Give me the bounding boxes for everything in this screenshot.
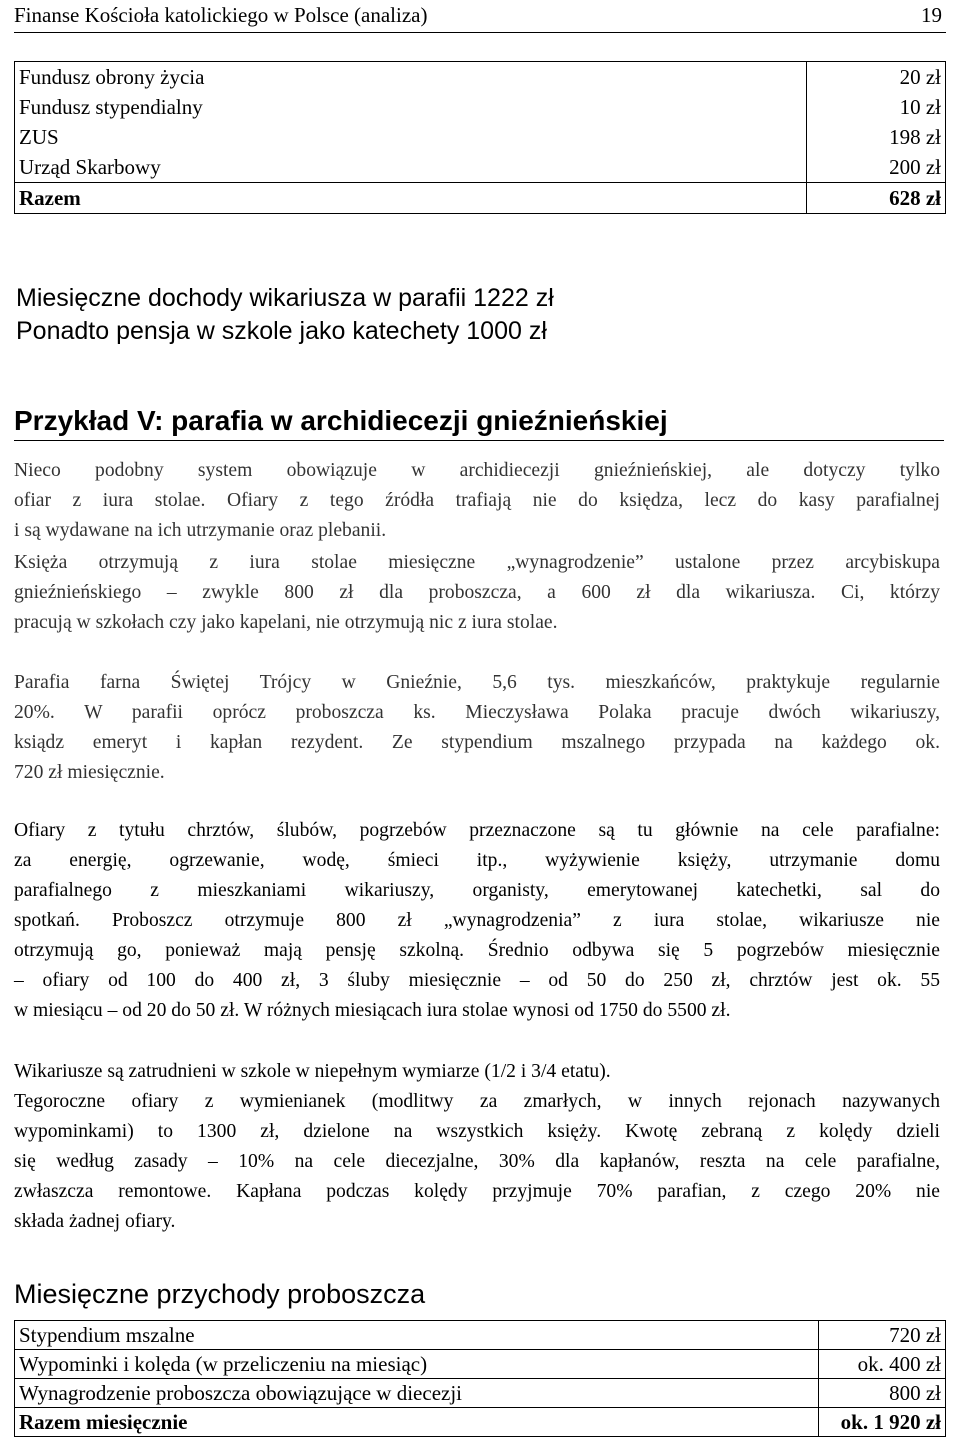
total-value: ok. 1 920 zł xyxy=(819,1408,946,1437)
table-row xyxy=(15,1321,946,1350)
total-value: 628 zł xyxy=(807,183,946,214)
row-label: Wypominki i kolęda (w przeliczeniu na miesiąc) xyxy=(15,1350,819,1379)
paragraph-parish xyxy=(14,668,940,788)
row-value: 10 zł xyxy=(899,95,941,119)
text-line: Księża otrzymują z iura stolae miesięczne „wynagrodzenie” ustalone przez arcybiskupa xyxy=(14,552,940,573)
expenses-table xyxy=(14,61,946,214)
table-row xyxy=(15,1350,946,1379)
text-line: się według zasady – 10% na cele diecezjalne, 30% dla kapłanów, reszta na cele parafialne, xyxy=(14,1151,940,1172)
row-label: Wynagrodzenie proboszcza obowiązujące w diecezji xyxy=(15,1379,819,1408)
row-label: Fundusz stypendialny xyxy=(19,95,203,119)
text-line: Nieco podobny system obowiązuje w archidiecezji gnieźnieńskiej, ale dotyczy tylko xyxy=(14,460,940,481)
row-value: 720 zł xyxy=(819,1321,946,1350)
text-line: zwłaszcza remontowe. Kapłana podczas kolędy przyjmuje 70% parafian, z czego 20% nie xyxy=(14,1181,940,1202)
paragraph-priests xyxy=(14,548,940,638)
table-total-row xyxy=(15,1408,946,1437)
labels-cell xyxy=(15,62,807,183)
table-row xyxy=(15,1379,946,1408)
total-label: Razem xyxy=(15,183,807,214)
text-line: gnieźnieńskiego – zwykle 800 zł dla proboszcza, a 600 zł dla wikariusza. Ci, którzy xyxy=(14,582,940,603)
running-title: Finanse Kościoła katolickiego w Polsce (analiza) xyxy=(14,3,428,27)
page-header xyxy=(14,0,946,33)
text-line: i są wydawane na ich utrzymanie oraz plebanii. xyxy=(14,520,387,541)
table-total-row xyxy=(15,183,946,214)
paragraph-offerings xyxy=(14,816,940,1026)
text-line: Parafia farna Świętej Trójcy w Gnieźnie, 5,6 tys. mieszkańców, praktykuje regularnie xyxy=(14,672,940,693)
paragraph-vicars xyxy=(14,1057,940,1237)
paragraph-intro xyxy=(14,456,940,546)
text-line: ksiądz emeryt i kapłan rezydent. Ze stypendium mszalnego przypada na każdego ok. xyxy=(14,732,940,753)
row-label: Fundusz obrony życia xyxy=(19,65,205,89)
text-line: za energię, ogrzewanie, wodę, śmieci itp., wyżywienie księży, utrzymanie domu xyxy=(14,850,940,871)
text-line: – ofiary od 100 do 400 zł, 3 śluby miesięcznie – od 50 do 250 zł, chrztów jest ok. 55 xyxy=(14,970,940,991)
text-line: 720 zł miesięcznie. xyxy=(14,762,165,783)
income-table xyxy=(14,1320,946,1437)
total-label: Razem miesięcznie xyxy=(15,1408,819,1437)
text-line: pracują w szkołach czy jako kapelani, nie otrzymują nic z iura stolae. xyxy=(14,612,558,633)
text-line: Tegoroczne ofiary z wymienianek (modlitwy za zmarłych, w innych rejonach nazywanych xyxy=(14,1091,940,1112)
text-line: Ofiary z tytułu chrztów, ślubów, pogrzebów przeznaczone są tu głównie na cele parafialne: xyxy=(14,820,940,841)
text-line: ofiar z iura stolae. Ofiary z tego źródła trafiają nie do księdza, lecz do kasy parafialnej xyxy=(14,490,940,511)
section-heading-example-v: Przykład V: parafia w archidiecezji gnieźnieńskiej xyxy=(14,402,944,441)
row-value: 20 zł xyxy=(899,65,941,89)
income-line-vicar: Miesięczne dochody wikariusza w parafii 1222 zł xyxy=(16,284,554,312)
text-line: spotkań. Proboszcz otrzymuje 800 zł „wynagrodzenia” z iura stolae, wikariusze nie xyxy=(14,910,940,931)
table-row xyxy=(15,62,946,183)
text-line: składa żadnej ofiary. xyxy=(14,1211,176,1232)
row-label: ZUS xyxy=(19,125,59,149)
row-value: ok. 400 zł xyxy=(819,1350,946,1379)
income-line-school: Ponadto pensja w szkole jako katechety 1000 zł xyxy=(16,317,547,345)
values-cell xyxy=(807,62,946,183)
text-line: otrzymują go, ponieważ mają pensję szkolną. Średnio odbywa się 5 pogrzebów miesięcznie xyxy=(14,940,940,961)
row-value: 200 zł xyxy=(889,155,941,179)
row-label: Urząd Skarbowy xyxy=(19,155,161,179)
row-value: 198 zł xyxy=(889,125,941,149)
text-line: w miesiącu – od 20 do 50 zł. W różnych miesiącach iura stolae wynosi od 1750 do 5500 zł. xyxy=(14,1000,731,1021)
row-value: 800 zł xyxy=(819,1379,946,1408)
section-heading-income: Miesięczne przychody proboszcza xyxy=(14,1279,426,1309)
row-label: Stypendium mszalne xyxy=(15,1321,819,1350)
page-number: 19 xyxy=(921,3,942,27)
text-line: wypominkami) to 1300 zł, dzielone na wszystkich księży. Kwotę zebraną z kolędy dzieli xyxy=(14,1121,940,1142)
text-line: Wikariusze są zatrudnieni w szkole w niepełnym wymiarze (1/2 i 3/4 etatu). xyxy=(14,1061,611,1082)
text-line: parafialnego z mieszkaniami wikariuszy, organisty, emerytowanej katechetki, sal do xyxy=(14,880,940,901)
text-line: 20%. W parafii oprócz proboszcza ks. Mieczysława Polaka pracuje dwóch wikariuszy, xyxy=(14,702,940,723)
